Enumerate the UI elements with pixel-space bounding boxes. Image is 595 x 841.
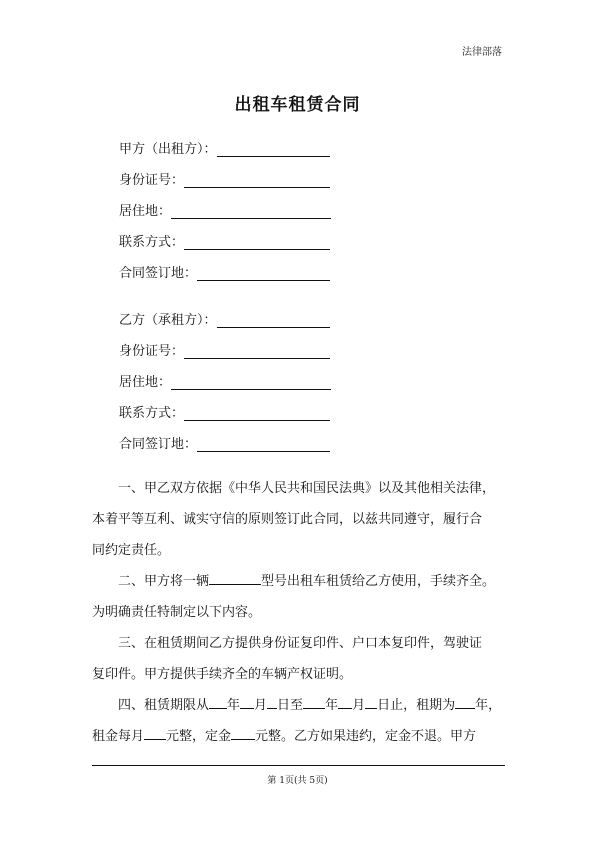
fill-line[interactable] (217, 314, 330, 328)
clause-4-line-1: 四、租赁期限从 年 月 日至 年 月 日止，租期为 年， (118, 698, 502, 713)
fill-line[interactable] (184, 345, 330, 359)
footer-divider (92, 765, 505, 766)
start-year-blank[interactable] (209, 696, 227, 709)
contract-body (92, 473, 512, 752)
party-a-name-field: 甲方（出租方）： (119, 138, 330, 157)
deposit-blank[interactable] (231, 727, 255, 740)
term-years-blank[interactable] (455, 696, 475, 709)
doc-title: 出租车租赁合同 (234, 95, 361, 115)
clause-1-line-1: 一、甲乙双方依据《中华人民共和国民法典》以及其他相关法律， (118, 481, 496, 496)
start-month-blank[interactable] (240, 696, 254, 709)
party-a-place-field: 合同签订地： (119, 262, 330, 281)
end-day-blank[interactable] (365, 696, 377, 709)
end-year-blank[interactable] (303, 696, 325, 709)
fill-line[interactable] (184, 236, 330, 250)
party-a-id-field: 身份证号： (119, 169, 330, 188)
header-source: 法律部落 (462, 47, 502, 58)
clause-4-line-2: 租金每月 元整，定金 元整。乙方如果违约，定金不退。甲方 (92, 729, 477, 744)
end-month-blank[interactable] (338, 696, 352, 709)
clause-1-line-2: 本着平等互利、诚实守信的原则签订此合同，以兹共同遵守，履行合 (92, 512, 483, 527)
party-b-name-field: 乙方（承租方）： (119, 309, 330, 328)
fill-line[interactable] (197, 438, 330, 452)
party-a-contact-field: 联系方式： (119, 231, 330, 250)
clause-2-line-2: 为明确责任特制定以下内容。 (92, 605, 262, 620)
party-b-id-field: 身份证号： (119, 340, 330, 359)
fill-line[interactable] (184, 174, 330, 188)
party-a-address-field: 居住地： (119, 200, 331, 219)
monthly-rent-blank[interactable] (144, 727, 166, 740)
fill-line[interactable] (217, 143, 330, 157)
page-number: 第 1页(共 5页) (267, 776, 328, 786)
clause-3-line-1: 三、在租赁期间乙方提供身份证复印件、户口本复印件，驾驶证 (118, 636, 483, 651)
fill-line[interactable] (171, 376, 331, 390)
clause-2-line-1: 二、甲方将一辆 型号出租车租赁给乙方使用，手续齐全。 (118, 574, 496, 589)
party-b-place-field: 合同签订地： (119, 433, 330, 452)
fill-line[interactable] (171, 205, 331, 219)
start-day-blank[interactable] (267, 696, 277, 709)
fill-line[interactable] (184, 407, 330, 421)
clause-1-line-3: 同约定责任。 (92, 543, 171, 558)
fill-line[interactable] (197, 267, 330, 281)
party-b-contact-field: 联系方式： (119, 402, 330, 421)
party-b-address-field: 居住地： (119, 371, 331, 390)
clause-3-line-2: 复印件。甲方提供手续齐全的车辆产权证明。 (92, 667, 353, 682)
vehicle-model-blank[interactable] (209, 572, 261, 585)
